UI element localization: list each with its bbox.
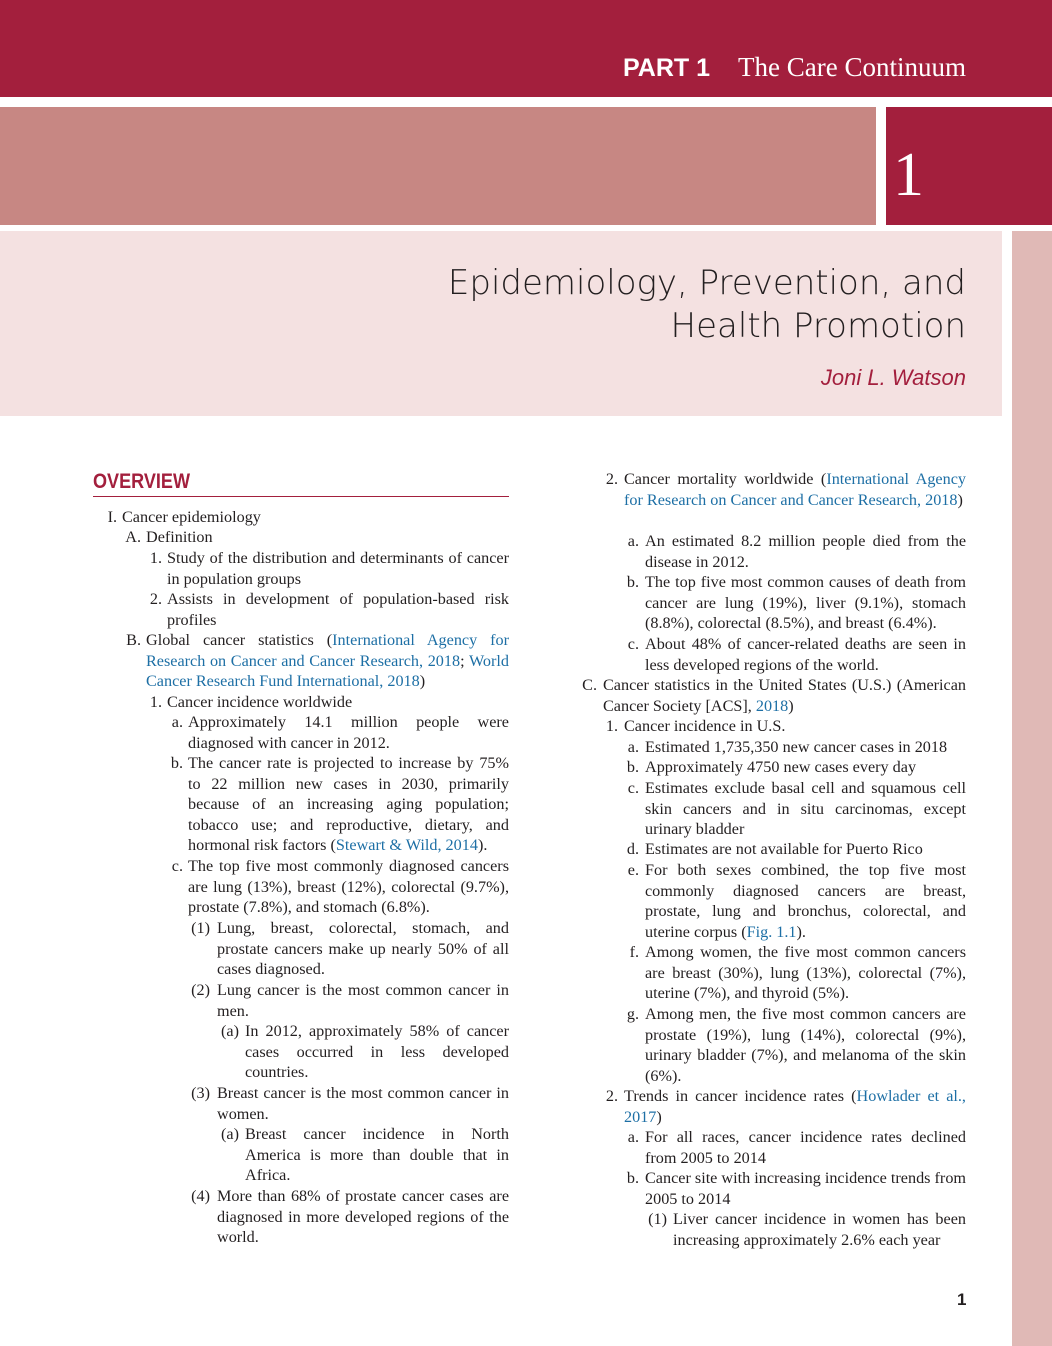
outline-item: Liver cancer incidence in women has been increasing approximately 2.6% each year — [673, 1210, 966, 1249]
outline-item-text: Global cancer statistics ( — [146, 631, 333, 649]
outline-marker: (a) — [221, 1125, 239, 1143]
chapter-number: 1 — [893, 141, 924, 209]
chapter-title-line: Epidemiology, Prevention, and — [447, 263, 966, 303]
outline-item-text: ; — [460, 651, 469, 670]
outline-item-text: ). — [796, 922, 806, 941]
outline-item-text: Trends in cancer incidence rates ( — [624, 1087, 857, 1105]
outline-item-text: ) — [656, 1107, 662, 1126]
outline-marker: (2) — [191, 981, 210, 999]
outline-marker: 1. — [149, 549, 162, 567]
citation-link[interactable]: International Agency for Research on Cancer and Cancer Research, 2018 — [146, 631, 509, 670]
citation-link[interactable]: Stewart & Wild, 2014 — [335, 836, 478, 855]
outline-marker: C. — [582, 676, 597, 694]
author: Joni L. Watson — [820, 365, 966, 390]
outline-marker: 2. — [605, 470, 618, 488]
page-number: 1 — [957, 1290, 967, 1309]
outline-item: Approximately 14.1 million people were diagnosed with cancer in 2012. — [188, 713, 509, 752]
citation-link[interactable]: Howlader et al., 2017 — [624, 1087, 966, 1126]
outline-item: Estimates are not available for Puerto Rico — [645, 840, 923, 858]
outline-item-text: ) — [419, 672, 426, 691]
outline-marker: b. — [170, 754, 183, 772]
outline-item: Estimates exclude basal cell and squamous cell skin cancers and in situ carcinomas, except urinary bladder — [645, 779, 966, 839]
outline-item: Study of the distribution and determinants of cancer in population groups — [167, 549, 509, 588]
outline-item — [624, 469, 966, 510]
outline-marker: d. — [626, 840, 639, 858]
outline-marker: c. — [171, 857, 183, 875]
section-heading: OVERVIEW — [93, 470, 191, 493]
outline-item — [146, 630, 509, 692]
outline-item: In 2012, approximately 58% of cancer cases occurred in less developed countries. — [245, 1022, 509, 1082]
outline-item-text: Cancer mortality worldwide ( — [624, 470, 827, 488]
outline-marker: 2. — [149, 590, 162, 608]
outline-item: More than 68% of prostate cancer cases are diagnosed in more developed regions of the world. — [217, 1187, 509, 1247]
outline-item-text: For both sexes combined, the top five most commonly diagnosed cancers are breast, prostate, lung and bronchus, colorectal, and uterine corpus ( — [645, 861, 966, 941]
outline-marker: a. — [627, 738, 639, 756]
outline-marker: f. — [629, 943, 639, 961]
outline-item-text: The cancer rate is projected to increase by 75% to 22 million new cases in 2030, primarily because of an increasing aging population; tobacco use; and reproductive, dietary, and hormonal risk factors ( — [188, 754, 509, 855]
outline-marker: a. — [627, 532, 639, 550]
chapter-title-line: Health Promotion — [670, 306, 966, 346]
outline-marker: A. — [125, 528, 141, 546]
outline-marker: (1) — [191, 919, 210, 937]
outline-marker: 1. — [605, 717, 618, 735]
outline-marker: e. — [627, 861, 639, 879]
side-strip — [1012, 231, 1052, 1346]
outline-item: For all races, cancer incidence rates declined from 2005 to 2014 — [645, 1128, 966, 1167]
outline-marker: B. — [126, 631, 141, 649]
outline-item: Cancer incidence in U.S. — [624, 717, 786, 735]
outline-marker: (4) — [191, 1187, 210, 1205]
section-rule — [93, 496, 509, 497]
outline-marker: (1) — [648, 1210, 667, 1228]
outline-item: Among men, the five most common cancers are prostate (19%), lung (14%), colorectal (9%), urinary bladder (7%), and melanoma of the skin (6%). — [645, 1005, 966, 1085]
part-title: The Care Continuum — [738, 52, 966, 82]
outline-marker: 1. — [149, 693, 162, 711]
outline-item: The top five most common causes of death from cancer are lung (19%), liver (9.1%), stomach (8.8%), colorectal (8.5%), and breast (6.4%). — [645, 573, 966, 633]
outline-marker: c. — [627, 635, 639, 653]
outline-item-text: ) — [788, 696, 794, 715]
outline-item — [188, 753, 509, 856]
citation-link[interactable]: International Agency for Research on Cancer and Cancer Research, 2018 — [624, 470, 966, 509]
outline-item: The top five most commonly diagnosed cancers are lung (13%), breast (12%), colorectal (9.7%), prostate (7.8%), and stomach (6.8%). — [188, 857, 509, 917]
outline-marker: (3) — [191, 1084, 210, 1102]
part-number: PART 1 — [622, 54, 711, 82]
outline-item: Breast cancer incidence in North America is more than double that in Africa. — [245, 1125, 509, 1185]
outline-marker: b. — [626, 573, 639, 591]
outline-item — [624, 1086, 966, 1127]
outline-marker: b. — [626, 1169, 639, 1187]
citation-link[interactable]: World Cancer Research Fund International, 2018 — [146, 651, 509, 691]
outline-item-text: Cancer statistics in the United States (U.S.) (American Cancer Society [ACS], — [603, 676, 966, 715]
outline-item: Assists in development of population-based risk profiles — [167, 590, 509, 629]
outline-item: Lung cancer is the most common cancer in men. — [217, 981, 509, 1020]
outline-marker: c. — [627, 779, 639, 797]
outline-marker: b. — [626, 758, 639, 776]
outline-item: Lung, breast, colorectal, stomach, and prostate cancers make up nearly 50% of all cases diagnosed. — [217, 919, 509, 979]
outline-item: About 48% of cancer-related deaths are seen in less developed regions of the world. — [645, 635, 966, 674]
outline-marker: I. — [107, 508, 117, 526]
chapter-title — [266, 262, 966, 348]
outline-marker: a. — [171, 713, 183, 731]
citation-link[interactable]: 2018 — [755, 696, 789, 715]
outline-marker: a. — [627, 1128, 639, 1146]
outline-item: Cancer incidence worldwide — [167, 693, 353, 711]
outline-item: Approximately 4750 new cases every day — [645, 758, 917, 776]
outline-item: Estimated 1,735,350 new cancer cases in 2018 — [645, 738, 948, 756]
outline-item-text: ). — [477, 836, 488, 855]
outline-item: Definition — [146, 528, 213, 546]
outline-item: Among women, the five most common cancers are breast (30%), lung (13%), colorectal (7%), uterine (7%), and thyroid (5%). — [645, 943, 966, 1003]
outline-item: Cancer epidemiology — [122, 508, 261, 526]
figure-link[interactable]: Fig. 1.1 — [746, 922, 797, 941]
outline-item: An estimated 8.2 million people died from the disease in 2012. — [645, 532, 966, 571]
outline-item-text: ) — [957, 490, 963, 509]
outline-item: Cancer site with increasing incidence trends from 2005 to 2014 — [645, 1169, 966, 1208]
part-heading — [623, 52, 966, 83]
outline-marker: g. — [626, 1005, 639, 1023]
outline-marker: 2. — [605, 1087, 618, 1105]
chapter-banner — [0, 107, 876, 225]
outline-item: Breast cancer is the most common cancer in women. — [217, 1084, 509, 1123]
outline-item — [645, 860, 966, 942]
outline-item — [603, 675, 966, 716]
outline-marker: (a) — [221, 1022, 239, 1040]
